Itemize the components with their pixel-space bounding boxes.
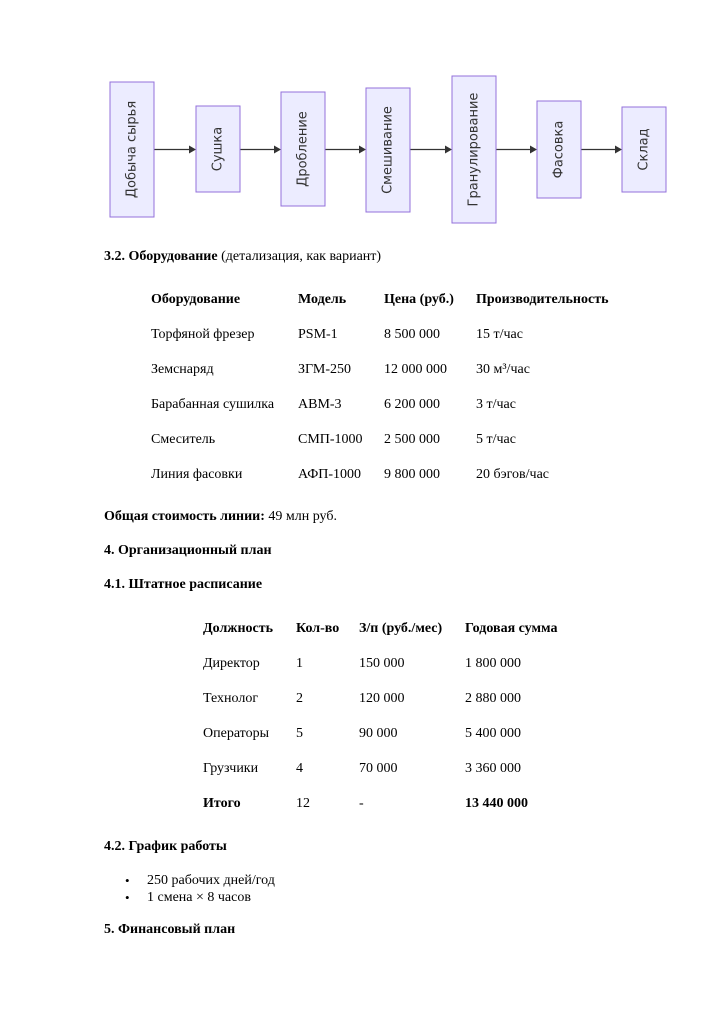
flow-step <box>110 82 154 217</box>
flow-step <box>622 107 666 192</box>
staff-heading <box>104 577 262 593</box>
table-cell: Торфяной фрезер <box>151 326 255 342</box>
table-cell: 150 000 <box>359 655 405 671</box>
table-cell: - <box>359 795 364 811</box>
financial-plan-heading <box>104 922 235 938</box>
table-cell: АФП-1000 <box>298 466 362 482</box>
flow-step <box>452 76 496 223</box>
table-cell: 6 200 000 <box>384 396 440 412</box>
financial-plan-heading-text: 5. Финансовый план <box>104 922 236 937</box>
table-cell: 8 500 000 <box>384 326 440 342</box>
table-cell: Земснаряд <box>151 361 214 377</box>
flow-step <box>537 101 581 198</box>
table-header-row <box>203 611 575 646</box>
table-row <box>151 422 626 457</box>
table-row <box>203 751 575 786</box>
flow-arrow-head <box>445 146 452 154</box>
column-header: З/п (руб./мес) <box>359 620 443 636</box>
column-header: Должность <box>203 620 274 636</box>
table-cell: 3 360 000 <box>465 760 521 776</box>
table-header-row <box>151 282 626 317</box>
equipment-table <box>151 282 626 492</box>
equipment-total <box>104 509 337 525</box>
table-row <box>151 387 626 422</box>
table-row <box>203 681 575 716</box>
flow-step-label: Сушка <box>210 126 226 172</box>
table-cell: 4 <box>296 760 303 776</box>
table-cell: 9 800 000 <box>384 466 440 482</box>
table-cell: 5 400 000 <box>465 725 521 741</box>
table-cell: Линия фасовки <box>151 466 243 482</box>
table-row <box>151 317 626 352</box>
equipment-heading <box>104 249 381 265</box>
flow-step-label: Смешивание <box>380 106 396 194</box>
table-cell: 2 <box>296 690 303 706</box>
table-row <box>203 646 575 681</box>
column-header: Оборудование <box>151 291 241 307</box>
table-cell: 90 000 <box>359 725 398 741</box>
table-cell: 20 бэгов/час <box>476 466 549 482</box>
flow-arrow-head <box>530 146 537 154</box>
flow-step-label: Гранулирование <box>466 92 482 207</box>
schedule-heading-text: 4.2. График работы <box>104 839 227 854</box>
table-total-row <box>203 786 575 821</box>
process-flow-diagram <box>0 0 724 240</box>
table-cell: АВМ-3 <box>298 396 342 412</box>
flow-step-label: Склад <box>636 128 652 171</box>
equipment-total-value: 49 млн руб. <box>268 509 337 524</box>
table-cell: Операторы <box>203 725 270 741</box>
column-header: Цена (руб.) <box>384 291 454 307</box>
table-cell: 2 500 000 <box>384 431 440 447</box>
flow-step-label: Добыча сырья <box>124 100 140 199</box>
table-cell: 1 800 000 <box>465 655 521 671</box>
column-header: Модель <box>298 291 347 307</box>
table-cell: 5 т/час <box>476 431 516 447</box>
table-cell: 15 т/час <box>476 326 523 342</box>
flow-step <box>366 88 410 212</box>
table-cell: 70 000 <box>359 760 398 776</box>
table-cell: 12 000 000 <box>384 361 447 377</box>
table-cell: ЗГМ-250 <box>298 361 352 377</box>
table-cell: PSM-1 <box>298 326 338 342</box>
org-plan-heading-text: 4. Организационный план <box>104 543 272 558</box>
flow-step <box>196 106 240 192</box>
equipment-heading-title: 3.2. Оборудование <box>104 249 218 264</box>
flow-arrow-head <box>274 146 281 154</box>
equipment-heading-note: (детализация, как вариант) <box>221 249 382 264</box>
table-cell: 1 <box>296 655 303 671</box>
column-header: Годовая сумма <box>465 620 558 636</box>
flow-step-label: Фасовка <box>551 120 567 179</box>
org-plan-heading <box>104 543 272 559</box>
table-row <box>203 716 575 751</box>
column-header: Производительность <box>476 291 609 307</box>
list-item: • 1 смена × 8 часов <box>125 889 275 906</box>
flow-arrow-head <box>189 146 196 154</box>
flow-step <box>281 92 325 206</box>
table-cell: 120 000 <box>359 690 405 706</box>
table-cell: 13 440 000 <box>465 795 528 811</box>
table-cell: Технолог <box>203 690 259 706</box>
table-cell: 12 <box>296 795 310 811</box>
flow-arrow-head <box>615 146 622 154</box>
table-cell: Смеситель <box>151 431 216 447</box>
flow-arrow-head <box>359 146 366 154</box>
list-item: • 250 рабочих дней/год <box>125 872 275 889</box>
table-cell: СМП-1000 <box>298 431 363 447</box>
schedule-heading <box>104 839 227 855</box>
staff-table <box>203 611 575 821</box>
table-cell: 2 880 000 <box>465 690 521 706</box>
table-cell: 5 <box>296 725 303 741</box>
table-row <box>151 457 626 492</box>
table-cell: Итого <box>203 795 241 811</box>
table-cell: 30 м³/час <box>476 361 530 377</box>
flow-step-label: Дробление <box>295 111 311 187</box>
column-header: Кол-во <box>296 620 340 636</box>
table-row <box>151 352 626 387</box>
table-cell: Директор <box>203 655 260 671</box>
schedule-list <box>125 872 275 906</box>
table-cell: Барабанная сушилка <box>151 396 275 412</box>
table-cell: 3 т/час <box>476 396 516 412</box>
equipment-total-label: Общая стоимость линии: <box>104 509 265 524</box>
table-cell: Грузчики <box>203 760 259 776</box>
staff-heading-text: 4.1. Штатное расписание <box>104 577 263 592</box>
